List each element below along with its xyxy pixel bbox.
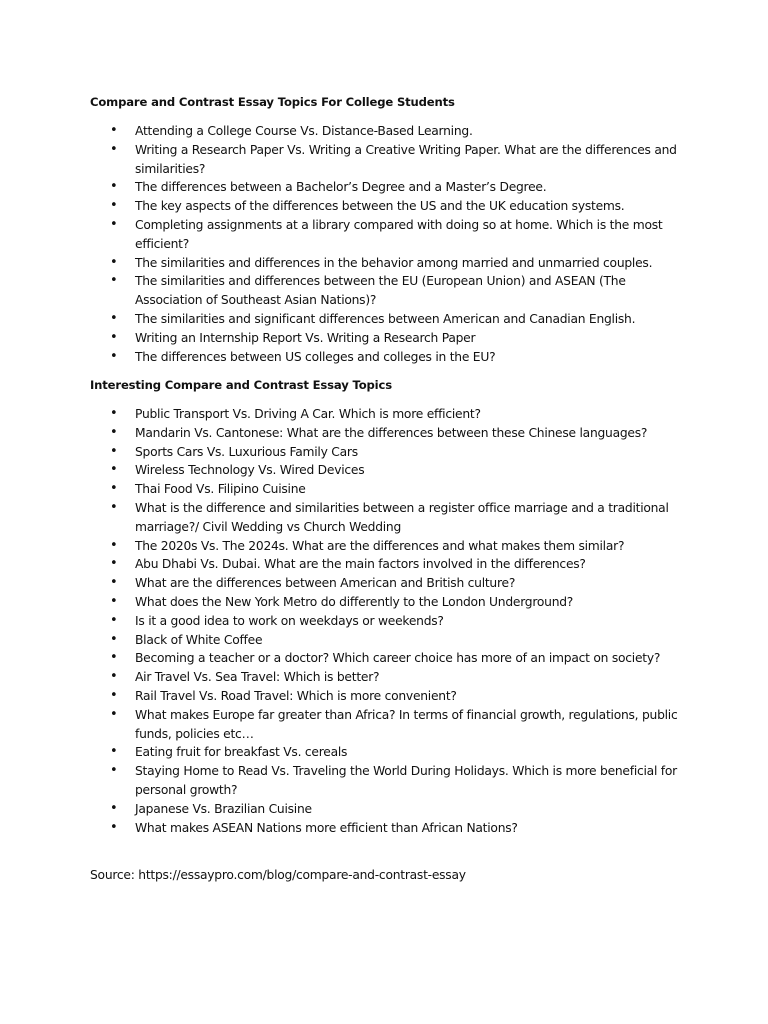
list-item: • What makes ASEAN Nations more efficient than African Nations? xyxy=(0,819,768,838)
list-item: • Mandarin Vs. Cantonese: What are the differences between these Chinese languages? xyxy=(0,424,768,443)
list-item: • Wireless Technology Vs. Wired Devices xyxy=(0,461,768,480)
list-item: • Eating fruit for breakfast Vs. cereals xyxy=(0,743,768,762)
list-item: • Is it a good idea to work on weekdays or weekends? xyxy=(0,612,768,631)
list-item: • Sports Cars Vs. Luxurious Family Cars xyxy=(0,443,768,462)
list-item: • Staying Home to Read Vs. Traveling the World During Holidays. Which is more beneficial for personal growth? xyxy=(0,762,768,800)
college-topics-list xyxy=(0,122,768,366)
section-heading-college-topics: Compare and Contrast Essay Topics For College Students xyxy=(90,95,455,109)
source-citation: Source: https://essaypro.com/blog/compare-and-contrast-essay xyxy=(90,868,466,882)
list-item: • Rail Travel Vs. Road Travel: Which is more convenient? xyxy=(0,687,768,706)
list-item: • The key aspects of the differences between the US and the UK education systems. xyxy=(0,197,768,216)
list-item: • The similarities and differences between the EU (European Union) and ASEAN (The Association of Southeast Asian Nations)? xyxy=(0,272,768,310)
list-item: • Attending a College Course Vs. Distance-Based Learning. xyxy=(0,122,768,141)
list-item: • The differences between US colleges and colleges in the EU? xyxy=(0,348,768,367)
list-item: • The similarities and differences in the behavior among married and unmarried couples. xyxy=(0,254,768,273)
list-item: • What makes Europe far greater than Africa? In terms of financial growth, regulations, public funds, policies etc… xyxy=(0,706,768,744)
list-item: • The 2020s Vs. The 2024s. What are the differences and what makes them similar? xyxy=(0,537,768,556)
list-item: • Black of White Coffee xyxy=(0,631,768,650)
list-item: • Abu Dhabi Vs. Dubai. What are the main factors involved in the differences? xyxy=(0,555,768,574)
list-item: • What is the difference and similarities between a register office marriage and a traditional marriage?/ Civil Wedding vs Church Wedding xyxy=(0,499,768,537)
interesting-topics-list xyxy=(0,405,768,837)
list-item: • Becoming a teacher or a doctor? Which career choice has more of an impact on society? xyxy=(0,649,768,668)
list-item: • Completing assignments at a library compared with doing so at home. Which is the most efficient? xyxy=(0,216,768,254)
list-item: • Air Travel Vs. Sea Travel: Which is better? xyxy=(0,668,768,687)
list-item: • Writing an Internship Report Vs. Writing a Research Paper xyxy=(0,329,768,348)
list-item: • Writing a Research Paper Vs. Writing a Creative Writing Paper. What are the differences and similarities? xyxy=(0,141,768,179)
list-item: • Public Transport Vs. Driving A Car. Which is more efficient? xyxy=(0,405,768,424)
section-heading-interesting-topics: Interesting Compare and Contrast Essay Topics xyxy=(90,378,392,392)
list-item: • The differences between a Bachelor’s Degree and a Master’s Degree. xyxy=(0,178,768,197)
list-item: • What are the differences between American and British culture? xyxy=(0,574,768,593)
list-item: • Japanese Vs. Brazilian Cuisine xyxy=(0,800,768,819)
list-item: • Thai Food Vs. Filipino Cuisine xyxy=(0,480,768,499)
list-item: • What does the New York Metro do differently to the London Underground? xyxy=(0,593,768,612)
list-item: • The similarities and significant differences between American and Canadian English. xyxy=(0,310,768,329)
